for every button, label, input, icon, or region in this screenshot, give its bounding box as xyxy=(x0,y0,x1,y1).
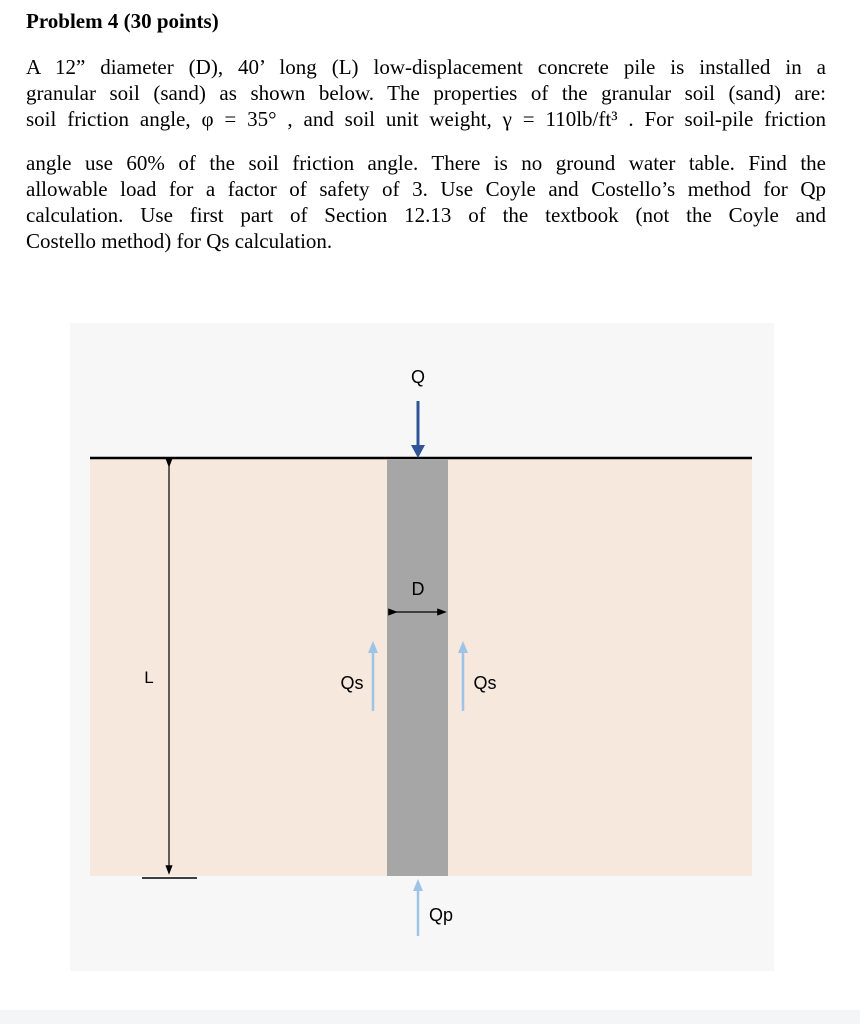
problem-statement xyxy=(26,8,826,254)
problem-title: Problem 4 (30 points) xyxy=(26,9,219,33)
point-resistance-arrow-icon xyxy=(413,879,423,891)
load-label: Q xyxy=(410,367,426,387)
skin-friction-label-left: Qs xyxy=(340,673,364,693)
pile-diagram xyxy=(70,323,774,971)
skin-friction-label-right: Qs xyxy=(473,673,497,693)
problem-line-1: A 12” diameter (D), 40’ long (L) low-displacement concrete pile is installed in a xyxy=(26,55,826,79)
problem-line-4: angle use 60% of the soil friction angle. There is no ground water table. Find the xyxy=(26,151,826,175)
problem-body xyxy=(26,54,826,254)
point-resistance-label: Qp xyxy=(428,905,454,925)
pile-diagram-svg xyxy=(70,323,774,971)
problem-line-5: allowable load for a factor of safety of 3. Use Coyle and Costello’s method for Qp xyxy=(26,177,826,201)
problem-line-3: soil friction angle, φ = 35° , and soil unit weight, γ = 110lb/ft³ . For soil-pile friction xyxy=(26,107,826,131)
problem-line-7: Costello method) for Qs calculation. xyxy=(26,229,333,253)
problem-line-6: calculation. Use first part of Section 12.13 of the textbook (not the Coyle and xyxy=(26,203,826,227)
pile xyxy=(387,459,448,876)
problem-line-2: granular soil (sand) as shown below. The properties of the granular soil (sand) are: xyxy=(26,81,826,105)
page-bottom-strip xyxy=(0,1010,860,1024)
length-label: L xyxy=(144,668,154,687)
diameter-label: D xyxy=(411,579,425,599)
load-arrow-icon xyxy=(411,445,425,458)
